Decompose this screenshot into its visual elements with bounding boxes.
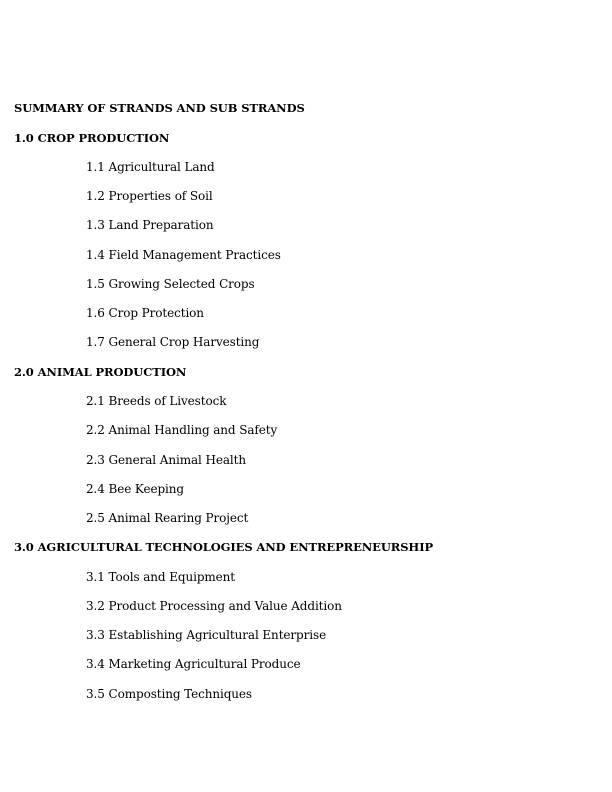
sub-strand-item: 1.4 Field Management Practices xyxy=(86,248,281,262)
sub-strand-item: 2.1 Breeds of Livestock xyxy=(86,394,227,408)
sub-strand-item: 3.4 Marketing Agricultural Produce xyxy=(86,657,301,671)
sub-strand-item: 1.3 Land Preparation xyxy=(86,218,214,232)
sub-strand-item: 1.2 Properties of Soil xyxy=(86,189,213,203)
strand-heading: 1.0 CROP PRODUCTION xyxy=(14,131,170,145)
sub-strand-item: 1.7 General Crop Harvesting xyxy=(86,335,260,349)
sub-strand-item: 3.3 Establishing Agricultural Enterprise xyxy=(86,628,327,642)
sub-strand-item: 3.2 Product Processing and Value Addition xyxy=(86,599,342,613)
sub-strand-item: 1.6 Crop Protection xyxy=(86,306,204,320)
sub-strand-item: 3.1 Tools and Equipment xyxy=(86,570,236,584)
sub-strand-item: 1.5 Growing Selected Crops xyxy=(86,277,255,291)
sub-strand-item: 1.1 Agricultural Land xyxy=(86,160,215,174)
strand-heading: 3.0 AGRICULTURAL TECHNOLOGIES AND ENTREPRENEURSHIP xyxy=(14,540,434,554)
sub-strand-item: 2.3 General Animal Health xyxy=(86,453,246,467)
sub-strand-item: 2.5 Animal Rearing Project xyxy=(86,511,249,525)
sub-strand-item: 2.2 Animal Handling and Safety xyxy=(86,423,278,437)
page-title: SUMMARY OF STRANDS AND SUB STRANDS xyxy=(14,101,305,115)
sub-strand-item: 2.4 Bee Keeping xyxy=(86,482,185,496)
strand-heading: 2.0 ANIMAL PRODUCTION xyxy=(14,365,187,379)
sub-strand-item: 3.5 Composting Techniques xyxy=(86,687,252,701)
